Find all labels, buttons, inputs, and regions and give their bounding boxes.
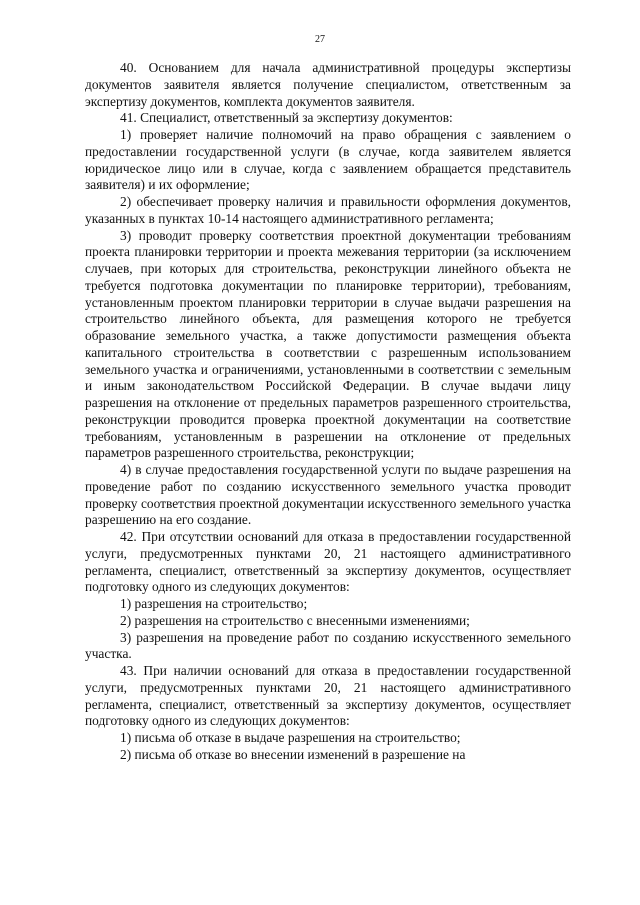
paragraph-41-item-3: 3) проводит проверку соответствия проектной документации требованиям проекта планировки территории и проекта межевания территории (за исключением случаев, при которых для строительства, реконструкции линейного объекта не требуется подготовка документации по планировке территории), требованиям, установленным проектом планировки территории в случае выдачи разрешения на строительство линейного объекта, для размещения которого не требуется образование земельного участка, а также допустимости размещения объекта капитального строительства в соответствии с разрешенным использованием земельного участка и ограничениями, установленными в соответствии с земельным и иным законодательством Российской Федерации. В случае выдачи лицу разрешения на отклонение от предельных параметров разрешенного строительства, реконструкции проводится проверка проектной документации на соответствие требованиям, установленным в разрешении на отклонение от предельных параметров разрешенного строительства, реконструкции; bbox=[85, 227, 571, 461]
page-number: 27 bbox=[315, 34, 325, 45]
paragraph-43-item-1: 1) письма об отказе в выдаче разрешения на строительство; bbox=[120, 730, 461, 745]
paragraph-41-item-4: 4) в случае предоставления государственной услуги по выдаче разрешения на проведение работ по созданию искусственного земельного участка проводит проверку соответствия проектной документации искусственного земельного участка разрешению на его создание. bbox=[85, 462, 571, 528]
paragraph-42: 42. При отсутствии оснований для отказа в предоставлении государственной услуги, предусмотренных пунктами 20, 21 настоящего административного регламента, специалист, ответственный за экспертизу документов, осуществляет подготовку одного из следующих документов: bbox=[85, 529, 571, 595]
paragraph-41-item-2: 2) обеспечивает проверку наличия и правильности оформления документов, указанных в пунктах 10-14 настоящего административного регламента; bbox=[85, 194, 571, 226]
paragraph-42-item-1: 1) разрешения на строительство; bbox=[120, 596, 308, 611]
paragraph-41-item-1: 1) проверяет наличие полномочий на право обращения с заявлением о предоставлении государственной услуги (в случае, когда заявителем является юридическое лицо или в случае, когда с заявлением обращается представитель заявителя) и их оформление; bbox=[85, 127, 571, 193]
paragraph-41: 41. Специалист, ответственный за экспертизу документов: bbox=[120, 110, 453, 126]
document-body bbox=[85, 60, 571, 764]
paragraph-42-item-2: 2) разрешения на строительство с внесенными изменениями; bbox=[120, 612, 470, 628]
paragraph-42-item-3: 3) разрешения на проведение работ по созданию искусственного земельного участка. bbox=[85, 629, 571, 662]
paragraph-43-item-2: 2) письма об отказе во внесении изменений в разрешение на bbox=[120, 746, 466, 762]
paragraph-40: 40. Основанием для начала административной процедуры экспертизы документов заявителя является получение специалистом, ответственным за экспертизу документов, комплекта документов заявителя. bbox=[85, 60, 571, 109]
paragraph-43: 43. При наличии оснований для отказа в предоставлении государственной услуги, предусмотренных пунктами 20, 21 настоящего административного регламента, специалист, ответственный за экспертизу документов, осуществляет подготовку одного из следующих документов: bbox=[85, 663, 571, 729]
